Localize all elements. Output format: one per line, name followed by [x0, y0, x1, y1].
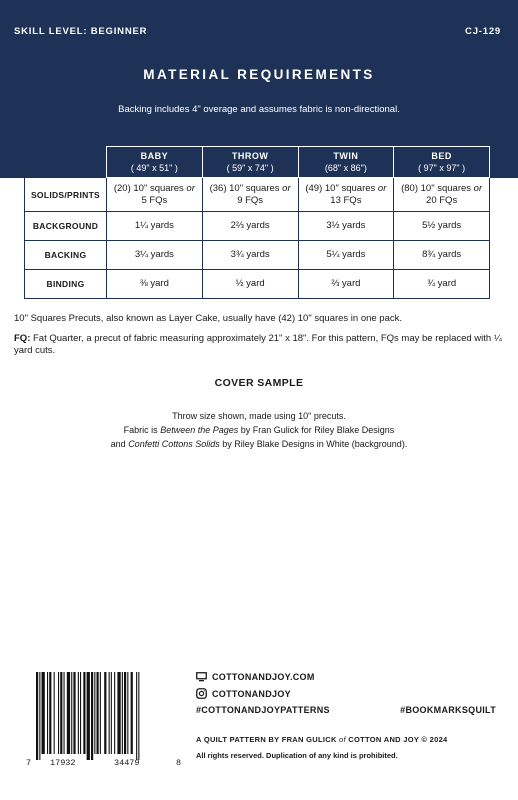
col-dims: ( 97" x 97" ): [418, 163, 466, 173]
table-corner: [25, 147, 107, 178]
col-dims: ( 59" x 74" ): [226, 163, 274, 173]
barcode-bar: [94, 672, 95, 754]
cell-text: (20) 10" squares: [113, 182, 187, 194]
barcode-bar: [138, 672, 139, 760]
table-cell: 5½ yards: [394, 212, 490, 241]
table-row: [25, 241, 490, 270]
table-cell: ⅔ yard: [298, 270, 394, 299]
barcode-digit: 17932: [50, 758, 76, 768]
website-text: COTTONANDJOY.COM: [212, 672, 315, 682]
cell-text: 9 FQs: [237, 194, 264, 206]
barcode-bar: [78, 672, 79, 754]
barcode-bar: [80, 672, 81, 754]
table-cell: 2⅔ yards: [202, 212, 298, 241]
barcode-bar: [136, 672, 137, 760]
cover-text: by Riley Blake Designs in White (background).: [219, 439, 408, 449]
barcode-bar: [47, 672, 48, 754]
skill-level: SKILL LEVEL: BEGINNER: [14, 26, 148, 37]
table-row: [25, 178, 490, 212]
barcode-bar: [36, 672, 38, 760]
table-cell: ½ yard: [202, 270, 298, 299]
row-label: BACKGROUND: [25, 212, 107, 241]
table-cell: ⅜ yard: [107, 270, 203, 299]
col-baby: [107, 147, 203, 178]
cover-text: Fabric is: [123, 425, 161, 435]
precuts-note: 10" Squares Precuts, also known as Layer Cake, usually have (42) 10" squares in one pack.: [14, 313, 403, 324]
cell-or: or: [186, 182, 195, 194]
fq-note: [14, 333, 509, 357]
pattern-code: CJ-129: [465, 26, 501, 37]
cover-text: by Fran Gulick for Riley Blake Designs: [238, 425, 395, 435]
table-cell: [107, 178, 203, 212]
instagram-icon: [196, 688, 207, 699]
rights-notice: All rights reserved. Duplication of any kind is prohibited.: [196, 751, 398, 760]
cover-sample-text: [0, 409, 518, 451]
barcode-bar: [131, 672, 133, 754]
hashtag-patterns[interactable]: #COTTONANDJOYPATTERNS: [196, 705, 330, 715]
hashtag-quilt[interactable]: #BOOKMARKSQUILT: [400, 705, 496, 715]
col-throw: [202, 147, 298, 178]
col-name: BED: [431, 151, 452, 161]
cover-line: [0, 437, 518, 451]
credit-text: A QUILT PATTERN BY FRAN GULICK: [196, 735, 340, 744]
cover-sample-title: COVER SAMPLE: [214, 377, 304, 389]
row-label: BINDING: [25, 270, 107, 299]
barcode-bar: [58, 672, 59, 754]
fabric-name: Confetti Cottons Solids: [128, 439, 220, 449]
barcode-bar: [39, 672, 40, 760]
barcode-bar: [109, 672, 110, 754]
row-label: BACKING: [25, 241, 107, 270]
cell-or: or: [473, 182, 483, 194]
barcode-bar: [122, 672, 123, 754]
credit-of: of: [339, 735, 346, 744]
cover-text: and: [110, 439, 129, 449]
table-cell: 3¼ yards: [107, 241, 203, 270]
barcode-bar: [127, 672, 128, 754]
table-cell: [298, 178, 394, 212]
table-cell: 3¾ yards: [202, 241, 298, 270]
cell-text: (36) 10" squares: [209, 182, 283, 194]
table-row: [25, 212, 490, 241]
barcode-bar: [124, 672, 126, 754]
cell-text: 5 FQs: [141, 194, 168, 206]
barcode-bar: [60, 672, 62, 754]
cell-or: or: [282, 182, 291, 194]
col-name: TWIN: [333, 151, 359, 161]
fabric-name: Between the Pages: [160, 425, 239, 435]
instagram-link[interactable]: [196, 688, 291, 699]
material-table: [24, 146, 490, 299]
barcode-bar: [67, 672, 70, 754]
barcode-bar: [42, 672, 45, 754]
credit-text: COTTON AND JOY © 2024: [345, 735, 448, 744]
table-cell: ¾ yard: [394, 270, 490, 299]
table-cell: 8¾ yards: [394, 241, 490, 270]
barcode-bar: [64, 672, 65, 754]
cell-text: (80) 10" squares: [401, 182, 474, 194]
table-cell: 5¼ yards: [298, 241, 394, 270]
col-bed: [394, 147, 490, 178]
fq-text: Fat Quarter, a precut of fabric measuring approximately 21" x 18". For this pattern, FQs may be replaced with ¼ yard cuts.: [14, 333, 502, 356]
barcode-digit: 7: [26, 758, 32, 768]
barcode-bar: [100, 672, 101, 754]
pattern-credit: [196, 735, 448, 744]
table-cell: 1¼ yards: [107, 212, 203, 241]
cover-line: Throw size shown, made using 10" precuts.: [172, 411, 346, 421]
table-cell: [202, 178, 298, 212]
cover-line: [0, 423, 518, 437]
cell-text: 20 FQs: [426, 194, 458, 206]
instagram-text: COTTONANDJOY: [212, 688, 291, 699]
fq-label: FQ:: [14, 333, 31, 344]
col-name: THROW: [231, 151, 269, 161]
monitor-icon: [196, 672, 207, 682]
backing-note: Backing includes 4" overage and assumes fabric is non-directional.: [118, 104, 400, 115]
website-link[interactable]: [196, 672, 315, 682]
col-dims: (68" x 86"): [324, 163, 367, 173]
barcode-bar: [111, 672, 112, 754]
barcode-bar: [114, 672, 115, 754]
barcode-bar: [104, 672, 106, 754]
barcode: [36, 672, 172, 760]
col-dims: ( 49" x 51" ): [130, 163, 178, 173]
barcode-bar: [97, 672, 99, 754]
barcode-bar: [54, 672, 55, 754]
barcode-bar: [73, 672, 75, 754]
row-label: SOLIDS/PRINTS: [25, 178, 107, 212]
cell-text: 13 FQs: [330, 194, 362, 206]
col-name: BABY: [140, 151, 169, 161]
barcode-bar: [71, 672, 72, 754]
cell-or: or: [377, 182, 387, 194]
barcode-digit: 8: [176, 758, 182, 768]
barcode-bar: [91, 672, 93, 760]
page-title: MATERIAL REQUIREMENTS: [143, 67, 375, 82]
cell-text: (49) 10" squares: [305, 182, 378, 194]
table-cell: [394, 178, 490, 212]
table-cell: 3½ yards: [298, 212, 394, 241]
barcode-bar: [87, 672, 90, 760]
barcode-bar: [83, 672, 85, 754]
barcode-bar: [49, 672, 51, 754]
barcode-digit: 34479: [114, 758, 140, 768]
table-header-row: [25, 147, 490, 178]
barcode-bar: [117, 672, 120, 754]
col-twin: [298, 147, 394, 178]
table-row: [25, 270, 490, 299]
